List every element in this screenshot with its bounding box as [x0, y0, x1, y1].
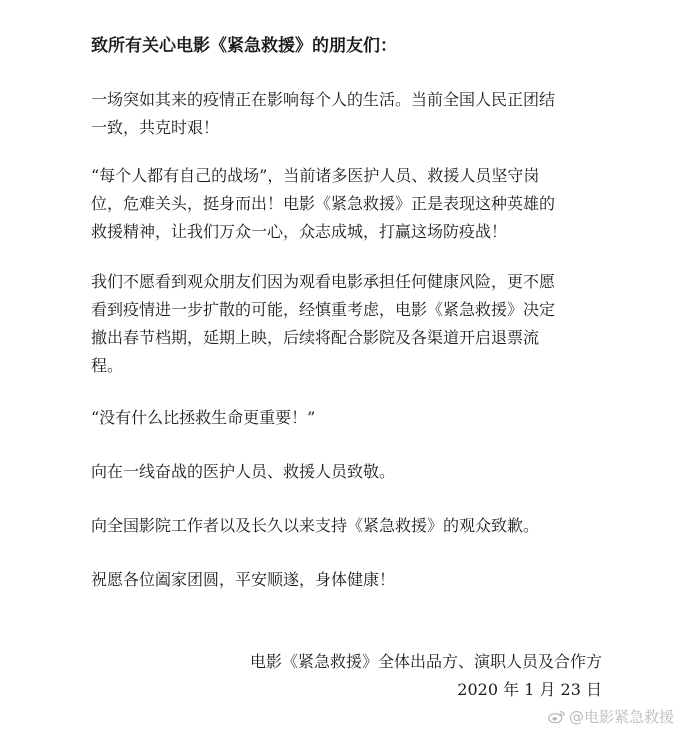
watermark-text: @电影紧急救援 — [569, 708, 675, 726]
weibo-watermark — [548, 706, 674, 727]
paragraph-3-line-1: 我们不愿看到观众朋友们因为观看电影承担任何健康风险，更不愿 — [91, 272, 556, 291]
paragraph-4 — [91, 404, 611, 432]
paragraph-2-line-3: 救援精神，让我们万众一心，众志成城，打赢这场防疫战！ — [91, 222, 508, 241]
paragraph-3-line-2: 看到疫情进一步扩散的可能，经慎重考虑，电影《紧急救援》决定 — [91, 300, 556, 319]
signature: 电影《紧急救援》全体出品方、演职人员及合作方 — [249, 652, 602, 671]
letter-greeting: 致所有关心电影《紧急救援》的朋友们： — [91, 36, 397, 56]
paragraph-7-line-1: 祝愿各位阖家团圆，平安顺遂，身体健康！ — [91, 570, 396, 589]
paragraph-2-line-2: 位，危难关头，挺身而出！电影《紧急救援》正是表现这种英雄的 — [91, 194, 556, 213]
paragraph-3 — [91, 268, 611, 380]
paragraph-6-line-1: 向全国影院工作者以及长久以来支持《紧急救援》的观众致歉。 — [91, 516, 540, 535]
paragraph-3-line-4: 程。 — [91, 356, 124, 375]
paragraph-6 — [91, 512, 611, 540]
paragraph-2-line-1: “每个人都有自己的战场”，当前诸多医护人员、救援人员坚守岗 — [91, 166, 540, 185]
weibo-icon — [548, 709, 566, 724]
paragraph-3-line-3: 撤出春节档期，延期上映，后续将配合影院及各渠道开启退票流 — [91, 328, 540, 347]
paragraph-5 — [91, 458, 611, 486]
paragraph-1-line-2: 一致，共克时艰！ — [91, 118, 220, 137]
paragraph-5-line-1: 向在一线奋战的医护人员、救援人员致敬。 — [91, 462, 396, 481]
paragraph-2 — [91, 162, 611, 246]
paragraph-1-line-1: 一场突如其来的疫情正在影响每个人的生活。当前全国人民正团结 — [91, 90, 556, 109]
paragraph-4-line-1: “没有什么比拯救生命更重要！” — [91, 408, 316, 427]
paragraph-1 — [91, 86, 611, 142]
paragraph-7 — [91, 566, 611, 594]
letter-date: 2020 年 1 月 23 日 — [457, 680, 602, 699]
